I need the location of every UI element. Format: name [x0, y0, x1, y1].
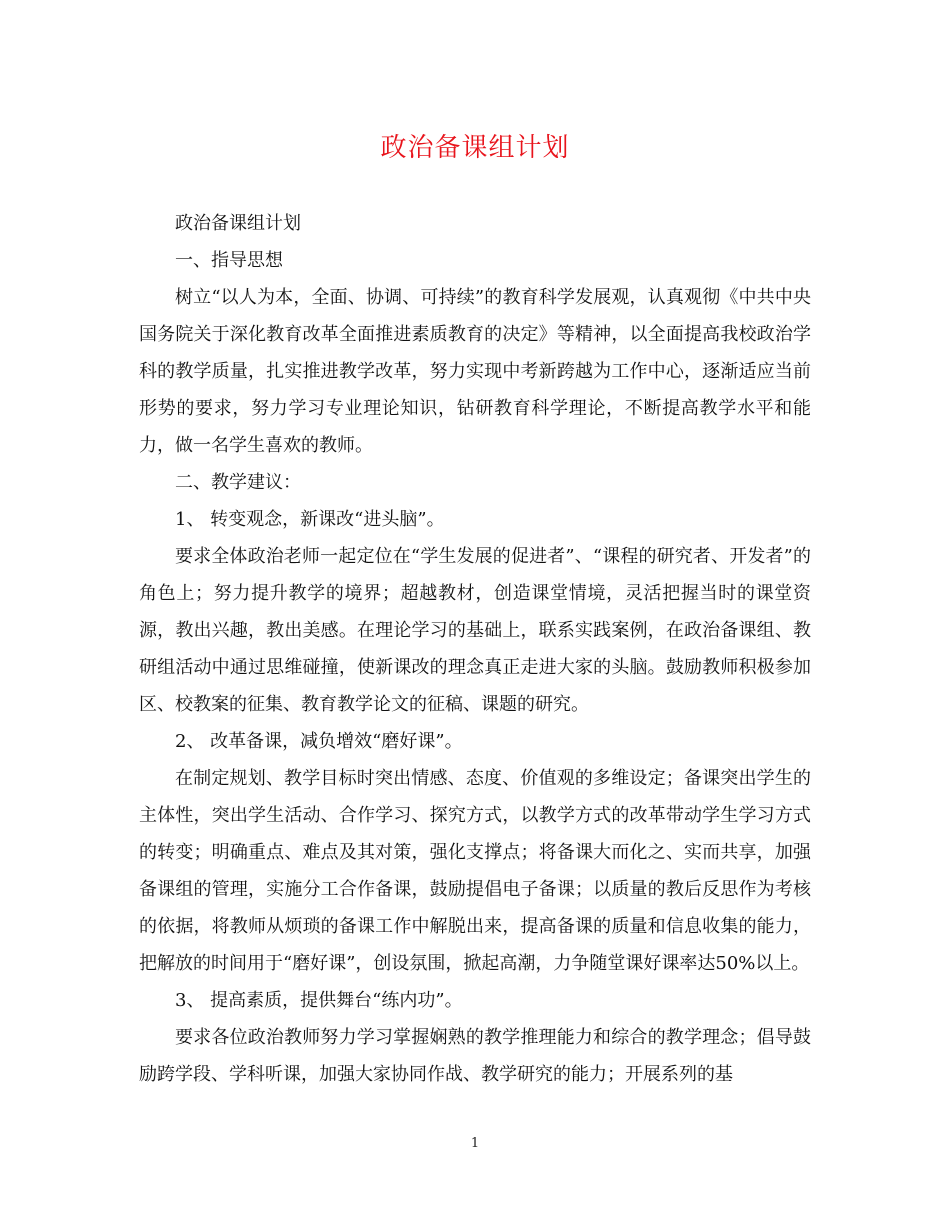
- paragraph-item-1: 要求全体政治老师一起定位在“学生发展的促进者”、“课程的研究者、开发者”的角色上；努力提升教学的境界；超越教材，创造课堂情境，灵活把握当时的课堂资源，教出兴趣，教出美感。在理论学习的基础上，联系实践案例，在政治备课组、教研组活动中通过思维碰撞，使新课改的理念真正走进大家的头脑。鼓励教师积极参加区、校教案的征集、教育教学论文的征稿、课题的研究。: [139, 546, 811, 715]
- item-heading-2: 2、 改革备课，减负增效“磨好课”。: [175, 731, 463, 752]
- page-number: 1: [470, 1136, 480, 1151]
- item-heading-3: 3、 提高素质，提供舞台“练内功”。: [175, 990, 463, 1011]
- paragraph-item-2: 在制定规划、教学目标时突出情感、态度、价值观的多维设定；备课突出学生的主体性，突出学生活动、合作学习、探究方式，以教学方式的改革带动学生学习方式的转变；明确重点、难点及其对策，强化支撑点；将备课大而化之、实而共享，加强备课组的管理，实施分工合作备课，鼓励提倡电子备课；以质量的教后反思作为考核的依据，将教师从烦琐的备课工作中解脱出来，提高备课的质量和信息收集的能力，把解放的时间用于“磨好课”，创设氛围，掀起高潮，力争随堂课好课率达50%以上。: [139, 768, 811, 974]
- document-title: 政治备课组计划: [380, 133, 570, 163]
- document-body: [139, 205, 811, 1093]
- item-heading-1: 1、 转变观念，新课改“进头脑”。: [175, 509, 445, 530]
- heading-guiding-ideology: 一、指导思想: [175, 250, 283, 271]
- paragraph-subtitle: 政治备课组计划: [175, 213, 301, 234]
- paragraph-guiding-ideology: 树立“以人为本，全面、协调、可持续”的教育科学发展观，认真观彻《中共中央国务院关于深化教育改革全面推进素质教育的决定》等精神，以全面提高我校政治学科的教学质量，扎实推进教学改革，努力实现中考新跨越为工作中心，逐渐适应当前形势的要求，努力学习专业理论知识，钻研教育科学理论，不断提高教学水平和能力，做一名学生喜欢的教师。: [139, 287, 811, 456]
- heading-teaching-suggestions: 二、教学建议：: [175, 472, 301, 493]
- paragraph-item-3: 要求各位政治教师努力学习掌握娴熟的教学推理能力和综合的教学理念；倡导鼓励跨学段、学科听课，加强大家协同作战、教学研究的能力；开展系列的基: [139, 1027, 811, 1085]
